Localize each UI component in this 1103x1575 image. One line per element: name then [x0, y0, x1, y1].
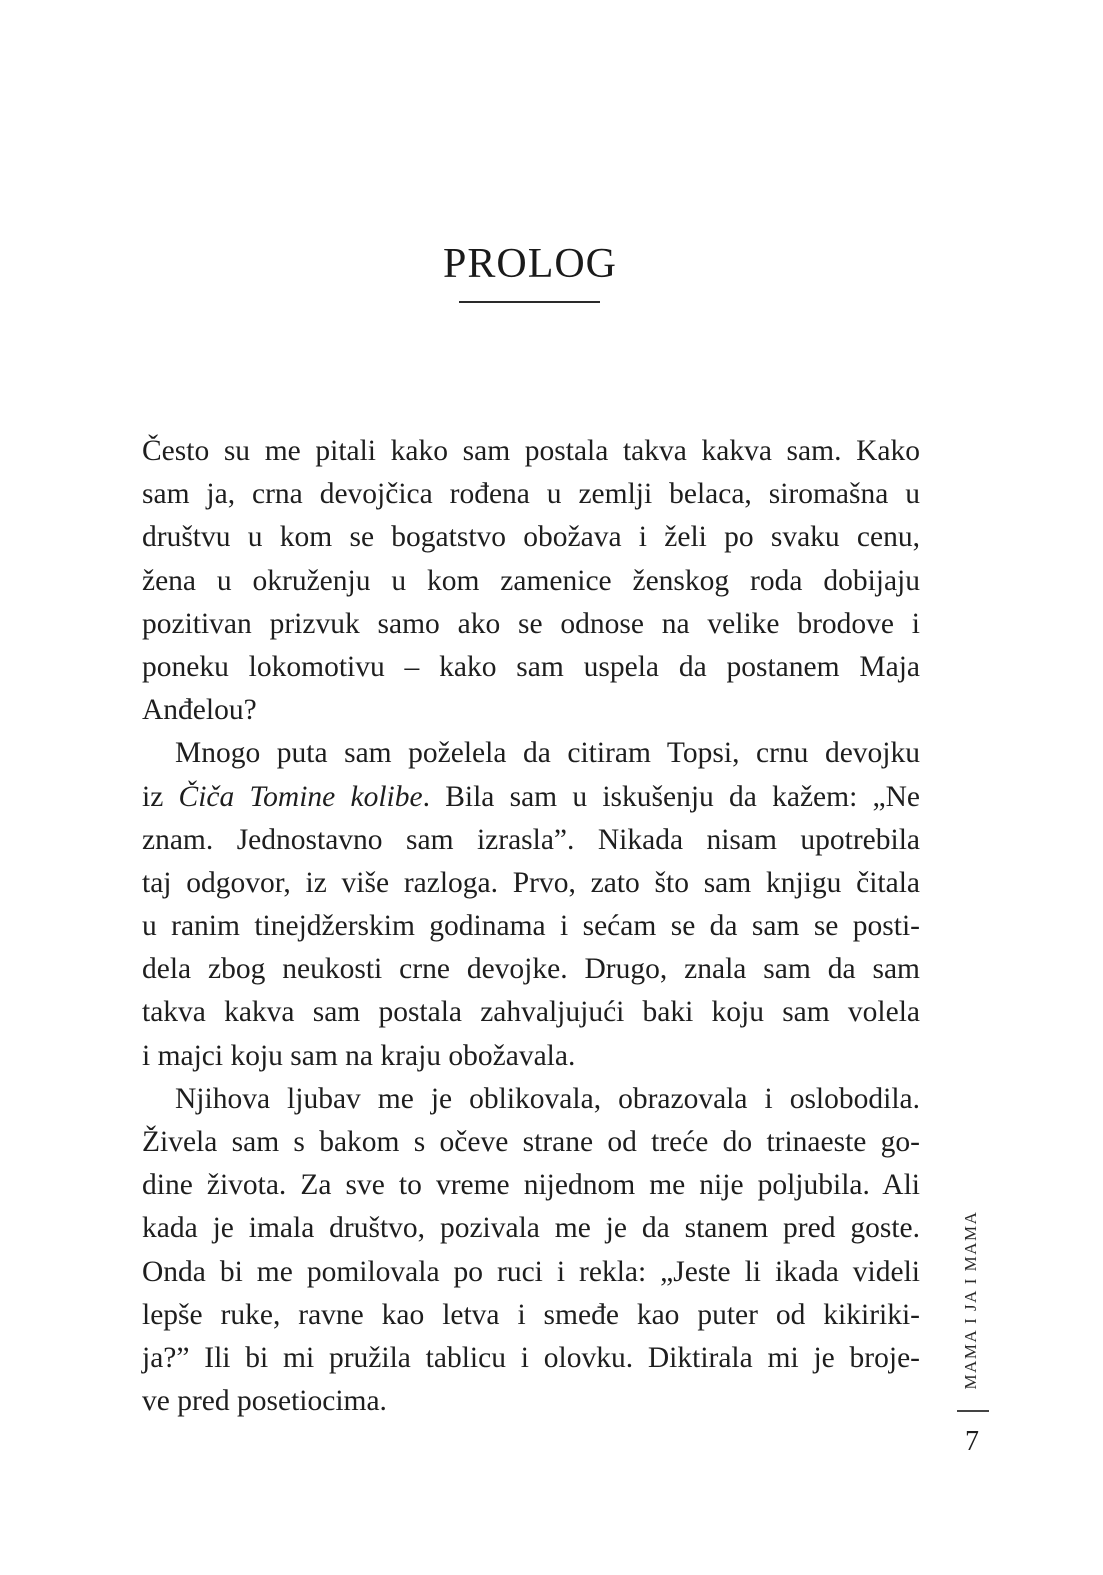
chapter-title: PROLOG: [442, 241, 618, 287]
text-line: Anđelou?: [142, 694, 257, 727]
text-line: Njihova ljubav me je oblikovala, obrazovala i oslobodila.: [175, 1082, 920, 1115]
body-text: [142, 430, 920, 1423]
folio-divider: [957, 1410, 989, 1412]
running-head-text: MAMA I JA I MAMA: [961, 1210, 980, 1390]
text-line: kada je imala društvo, pozivala me je da stanem pred goste.: [142, 1212, 920, 1245]
paragraph-3: [142, 1078, 920, 1424]
text-fragment: . Bila sam u iskušenju da kažem: „Ne: [422, 780, 920, 813]
title-underline: [459, 301, 600, 303]
text-line: znam. Jednostavno sam izrasla”. Nikada nisam upotrebila: [142, 823, 920, 856]
text-line: i majci koju sam na kraju obožavala.: [142, 1039, 576, 1072]
text-line: ve pred posetiocima.: [142, 1385, 387, 1418]
text-line: društvu u kom se bogatstvo obožava i želi po svaku cenu,: [142, 521, 920, 554]
text-line: taj odgovor, iz više razloga. Prvo, zato što sam knjigu čitala: [142, 866, 920, 899]
book-title-italic: Čiča Tomine kolibe: [178, 780, 423, 813]
text-line: u ranim tinejdžerskim godinama i sećam se da sam se posti-: [142, 910, 920, 943]
page-number: 7: [965, 1426, 979, 1457]
paragraph-1: [142, 430, 920, 732]
text-line: pozitivan prizvuk samo ako se odnose na velike brodove i: [142, 607, 920, 640]
text-line: takva kakva sam postala zahvaljujući baki koju sam volela: [142, 996, 920, 1029]
text-line: poneku lokomotivu – kako sam uspela da postanem Maja: [142, 650, 920, 683]
text-line: dela zbog neukosti crne devojke. Drugo, znala sam da sam: [142, 953, 920, 986]
text-fragment: iz: [142, 780, 179, 813]
running-head: [956, 1205, 986, 1395]
text-line: lepše ruke, ravne kao letva i smeđe kao puter od kikiriki-: [142, 1298, 920, 1331]
text-line: sam ja, crna devojčica rođena u zemlji belaca, siromašna u: [142, 478, 920, 511]
text-line: Često su me pitali kako sam postala takva kakva sam. Kako: [142, 435, 920, 467]
text-line: dine života. Za sve to vreme nijednom me nije poljubila. Ali: [142, 1169, 920, 1202]
text-line: žena u okruženju u kom zamenice ženskog roda dobijaju: [142, 564, 920, 597]
text-line: Živela sam s bakom s očeve strane od treće do trinaeste go-: [142, 1126, 920, 1158]
text-line-with-title: [142, 776, 920, 819]
text-line: ja?” Ili bi mi pružila tablicu i olovku. Diktirala mi je broje-: [142, 1341, 920, 1374]
text-line: Onda bi me pomilovala po ruci i rekla: „Jeste li ikada videli: [142, 1255, 920, 1288]
text-line: Mnogo puta sam poželela da citiram Topsi, crnu devojku: [175, 737, 920, 770]
paragraph-2: [142, 732, 920, 1078]
